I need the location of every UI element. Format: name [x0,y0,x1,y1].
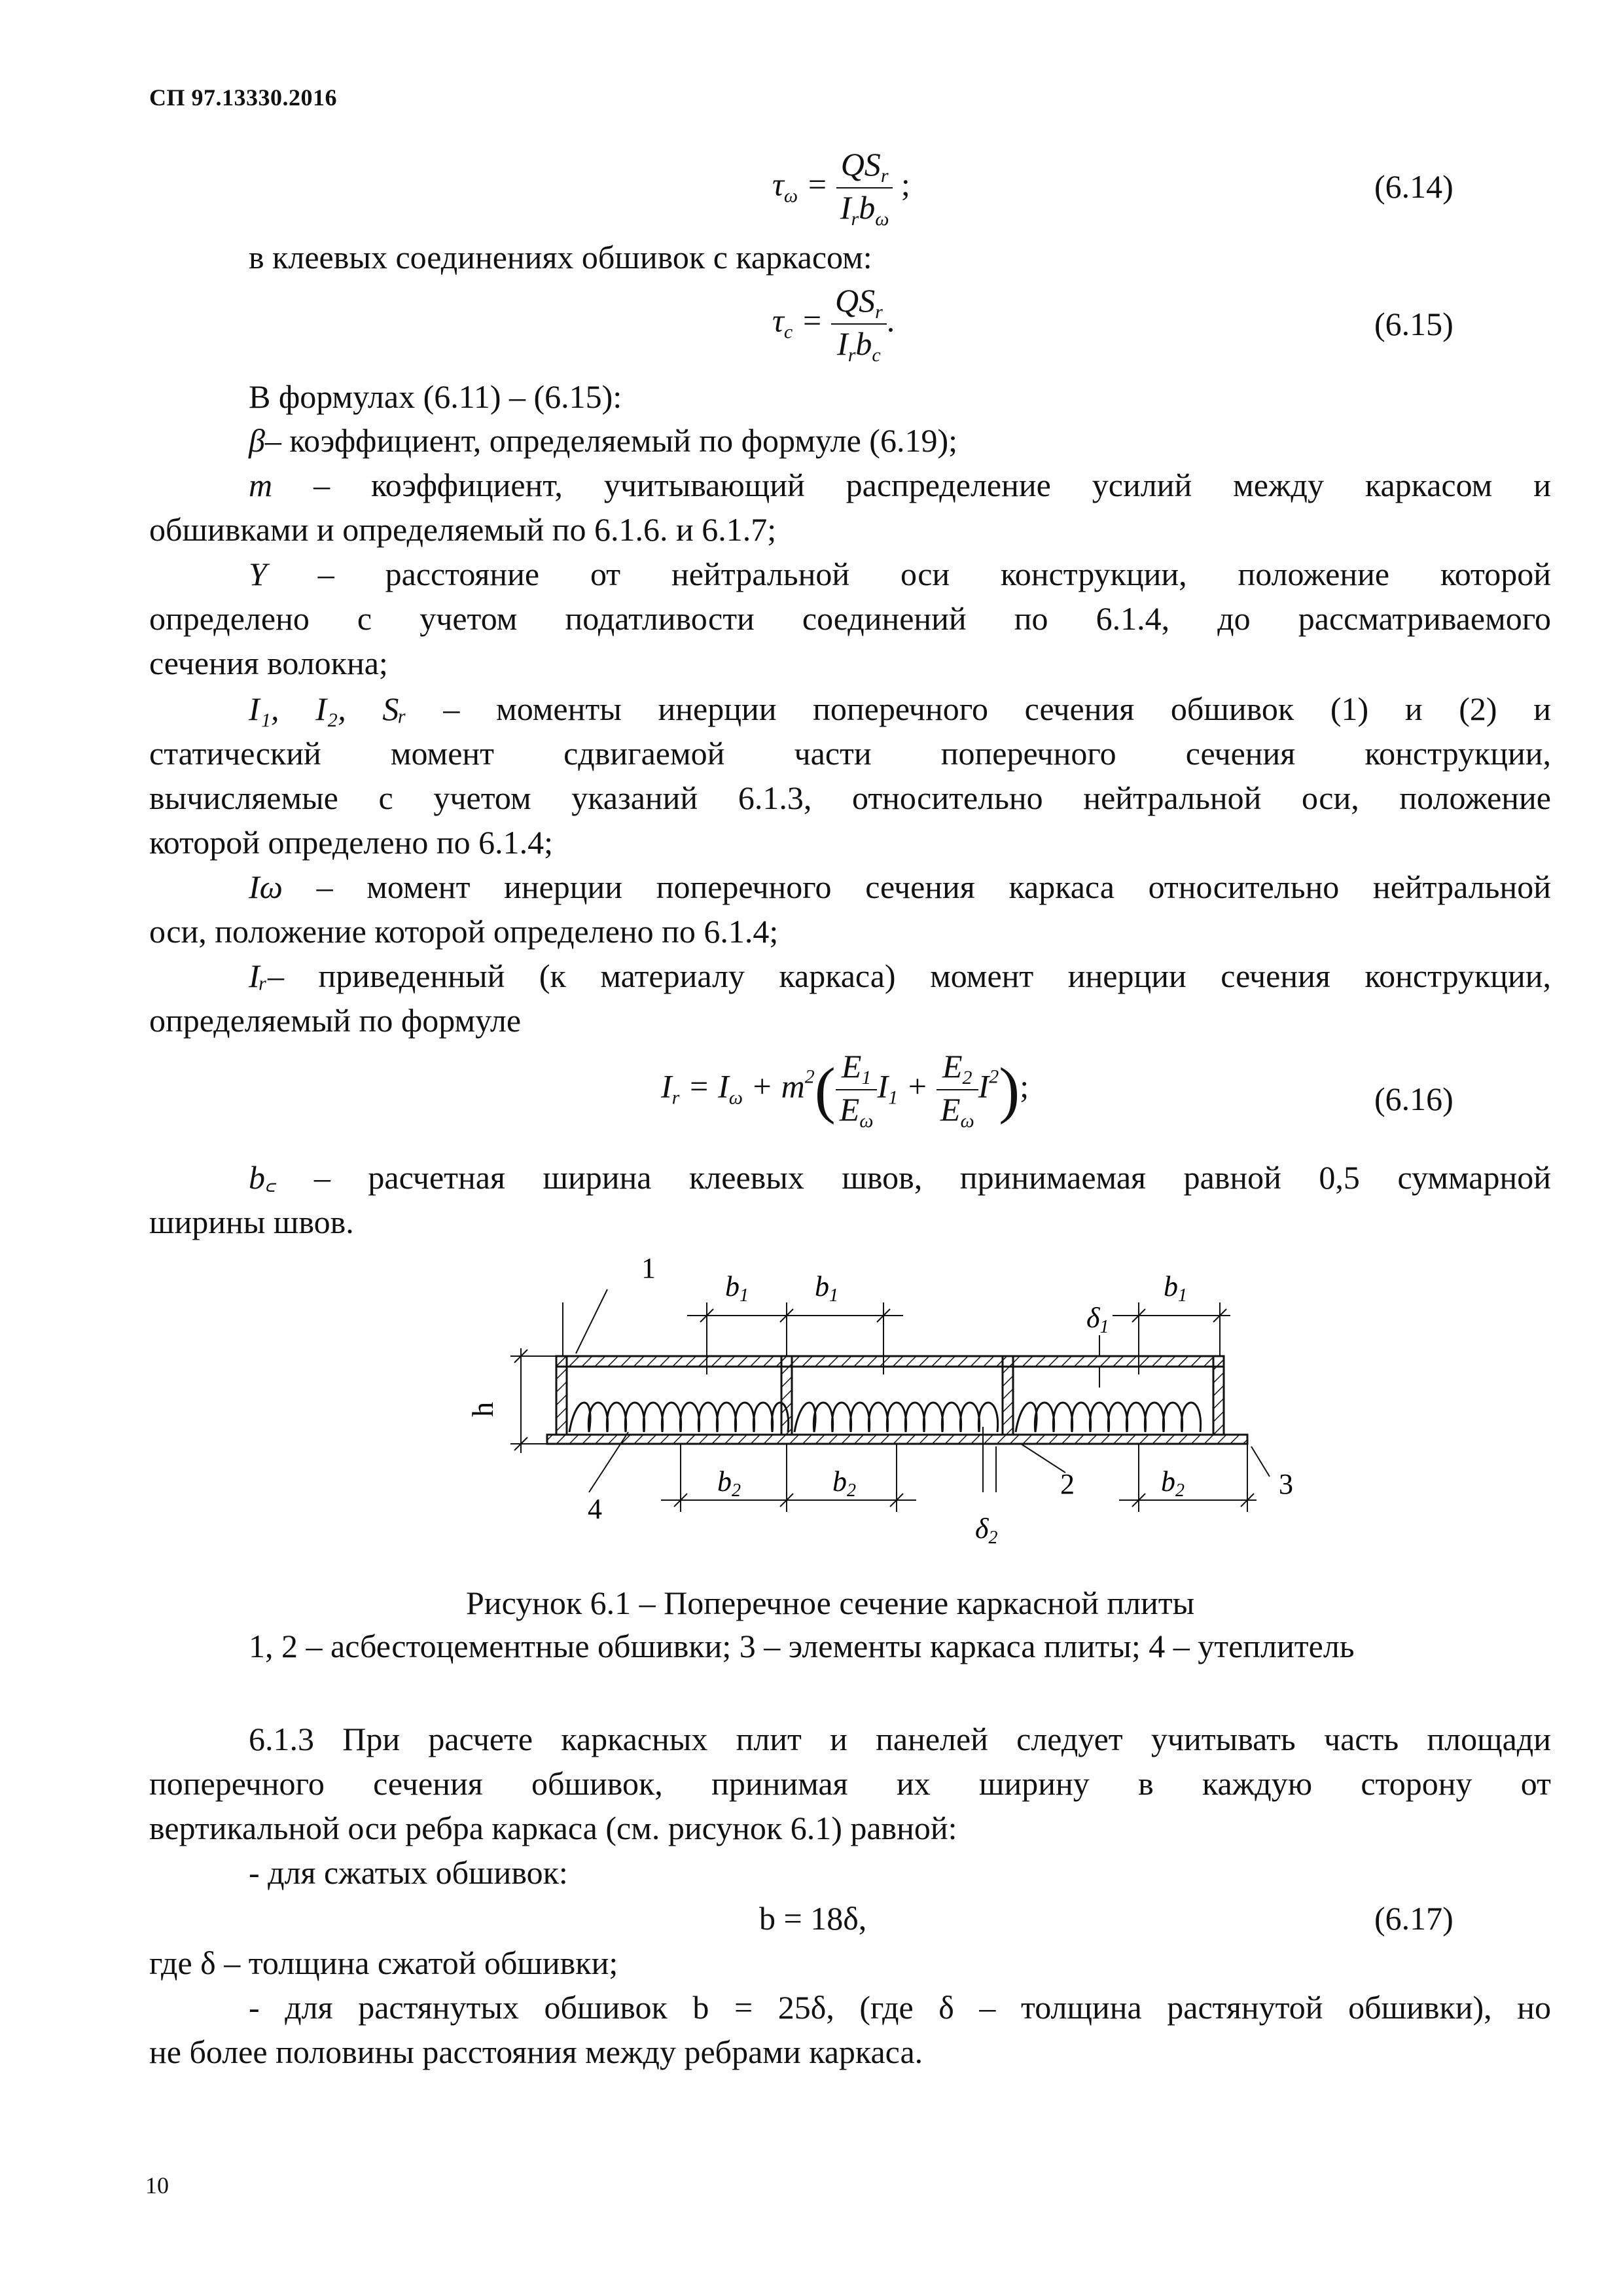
paragraph-line: сечения волокна; [149,645,388,681]
paragraph-line: оси, положение которой определено по 6.1.4; [149,913,779,950]
svg-text:b2: b2 [1161,1465,1185,1501]
svg-text:δ2: δ2 [975,1513,998,1548]
formula-6-17: b = 18δ, [759,1900,867,1937]
top-skin [556,1356,1224,1367]
formula-6-16: $I_r = I_\omega + m^2$( $\frac{E_1}{E_\omega}$ $I_1$ + $\frac{E_2}{E_\omega}$ $I^2$); [661,1048,1029,1132]
paragraph-line: поперечного сечения обшивок, принимая их ширину в каждую сторону от [149,1765,1551,1802]
paragraph-line: В формулах (6.11) – (6.15): [249,378,622,415]
equation-number: (6.14) [1374,168,1454,205]
page-number: 10 [145,2172,169,2198]
frame-rib [781,1356,792,1435]
svg-text:b1: b1 [1164,1270,1187,1306]
label-h: h [466,1402,499,1417]
svg-text:b1: b1 [815,1270,838,1306]
label-1: 1 [641,1257,656,1284]
paragraph-line: обшивками и определяемый по 6.1.6. и 6.1.7; [149,511,777,548]
equation-number: (6.15) [1374,306,1454,342]
paragraph-line: вертикальной оси ребра каркаса (см. рисунок 6.1) равной: [149,1810,957,1846]
definition-beta: β– коэффициент, определяемый по формуле (6.19); [249,422,957,459]
document-header: СП 97.13330.2016 [149,84,337,111]
formula-6-14: $\tau_\omega$ = $\frac{QS_r}{I_rb_\omega}$ ; [772,146,910,230]
label-3: 3 [1279,1468,1293,1500]
definition-m: m – коэффициент, учитывающий распределение усилий между каркасом и [249,467,1551,503]
paragraph-line: 6.1.3 При расчете каркасных плит и панелей следует учитывать часть площади [249,1721,1551,1757]
paragraph-line: ширины швов. [149,1204,354,1240]
paragraph-line: статический момент сдвигаемой части поперечного сечения конструкции, [149,735,1551,772]
equation-number: (6.17) [1374,1900,1454,1937]
svg-text:b2: b2 [717,1465,741,1501]
paragraph-line: не более половины расстояния между ребрами каркаса. [149,2034,923,2070]
figure-cross-section [432,1257,1348,1564]
frame-rib [1003,1356,1013,1435]
bottom-skin [547,1435,1247,1444]
definition-y: Y – расстояние от нейтральной оси конструкции, положение которой [249,556,1551,592]
paragraph-line: определено с учетом податливости соединений по 6.1.4, до рассматриваемого [149,600,1551,637]
definition-iw: Iω – момент инерции поперечного сечения каркаса относительно нейтральной [249,869,1552,905]
label-4: 4 [588,1493,602,1525]
paragraph-line: где δ – толщина сжатой обшивки; [149,1945,618,1981]
paragraph-line: - для растянутых обшивок b = 25δ, (где δ – толщина растянутой обшивки), но [249,1989,1551,2026]
equation-number: (6.16) [1374,1081,1454,1117]
definition-bc: b꜀ – расчетная ширина клеевых швов, принимаемая равной 0,5 суммарной [249,1159,1552,1196]
figure-caption: Рисунок 6.1 – Поперечное сечение каркасной плиты [466,1585,1195,1621]
label-2: 2 [1060,1468,1075,1500]
insulation [569,1403,1201,1432]
svg-text:b1: b1 [725,1270,749,1306]
paragraph-line: - для сжатых обшивок: [249,1854,568,1891]
figure-legend: 1, 2 – асбестоцементные обшивки; 3 – элементы каркаса плиты; 4 – утеплитель [249,1628,1355,1664]
paragraph-line: определяемый по формуле [149,1002,522,1039]
frame-rib [556,1356,567,1435]
frame-rib [1213,1356,1224,1435]
definition-i: I₁, I₂, Sᵣ – моменты инерции поперечного сечения обшивок (1) и (2) и [249,691,1552,727]
svg-text:b2: b2 [832,1465,856,1501]
definition-ir: Iᵣ– приведенный (к материалу каркаса) момент инерции сечения конструкции, [249,958,1551,994]
paragraph-line: которой определено по 6.1.4; [149,824,554,861]
formula-6-15: $\tau_c$ = $\frac{QS_r}{I_rb_c}$ . [772,282,895,366]
paragraph-line: вычисляемые с учетом указаний 6.1.3, относительно нейтральной оси, положение [149,780,1551,816]
paragraph-line: в клеевых соединениях обшивок с каркасом: [249,239,872,276]
svg-text:δ1: δ1 [1086,1302,1109,1337]
